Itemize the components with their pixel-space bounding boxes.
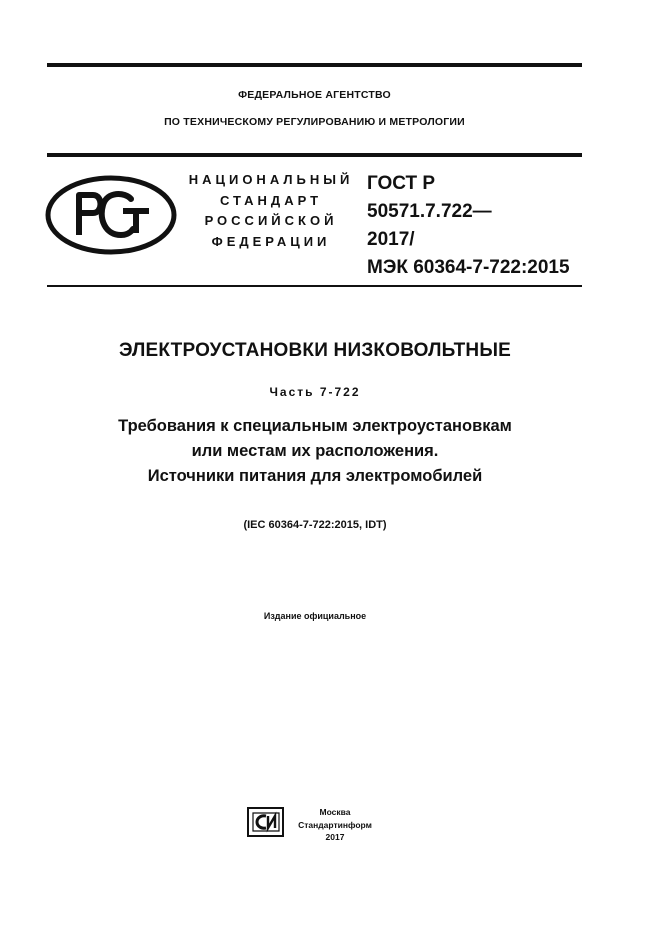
designation-line-3: 2017/ <box>367 229 415 250</box>
agency-name-line-1: ФЕДЕРАЛЬНОЕ АГЕНТСТВО <box>238 89 391 101</box>
publisher-name: Стандартинформ <box>298 819 372 830</box>
header-rule <box>47 153 582 157</box>
national-standard-line-1: НАЦИОНАЛЬНЫЙ <box>188 172 354 187</box>
designation-line-2: 50571.7.722— <box>367 201 492 222</box>
national-standard-label <box>180 170 362 252</box>
national-standard-line-3: РОССИЙСКОЙ <box>204 213 338 228</box>
designation-line-4: МЭК 60364-7-722:2015 <box>367 257 570 278</box>
agency-name-line-2: ПО ТЕХНИЧЕСКОМУ РЕГУЛИРОВАНИЮ И МЕТРОЛОГИИ <box>164 116 465 128</box>
national-standard-line-4: ФЕДЕРАЦИИ <box>211 233 331 249</box>
national-standard-line-2: СТАНДАРТ <box>219 192 323 208</box>
top-rule <box>47 63 582 67</box>
header-bottom-rule <box>47 285 582 287</box>
standard-designation <box>367 170 582 282</box>
publisher-city: Москва <box>319 807 351 817</box>
part-number: Часть 7-722 <box>269 385 361 399</box>
iec-reference: (IEC 60364-7-722:2015, IDT) <box>243 519 387 531</box>
designation-line-1: ГОСТ Р <box>367 173 436 194</box>
subtitle-line-1: Требования к специальным электроустановкам <box>118 417 512 435</box>
edition-label: Издание официальное <box>263 611 367 621</box>
standartinform-logo-icon <box>247 807 284 837</box>
document-subtitle <box>0 414 630 489</box>
subtitle-line-2: или местам их расположения. <box>191 442 439 460</box>
rst-certification-icon <box>45 175 177 255</box>
publisher-imprint <box>290 806 380 844</box>
document-title: ЭЛЕКТРОУСТАНОВКИ НИЗКОВОЛЬТНЫЕ <box>118 340 512 361</box>
subtitle-line-3: Источники питания для электромобилей <box>147 467 483 485</box>
publisher-year: 2017 <box>325 832 345 842</box>
